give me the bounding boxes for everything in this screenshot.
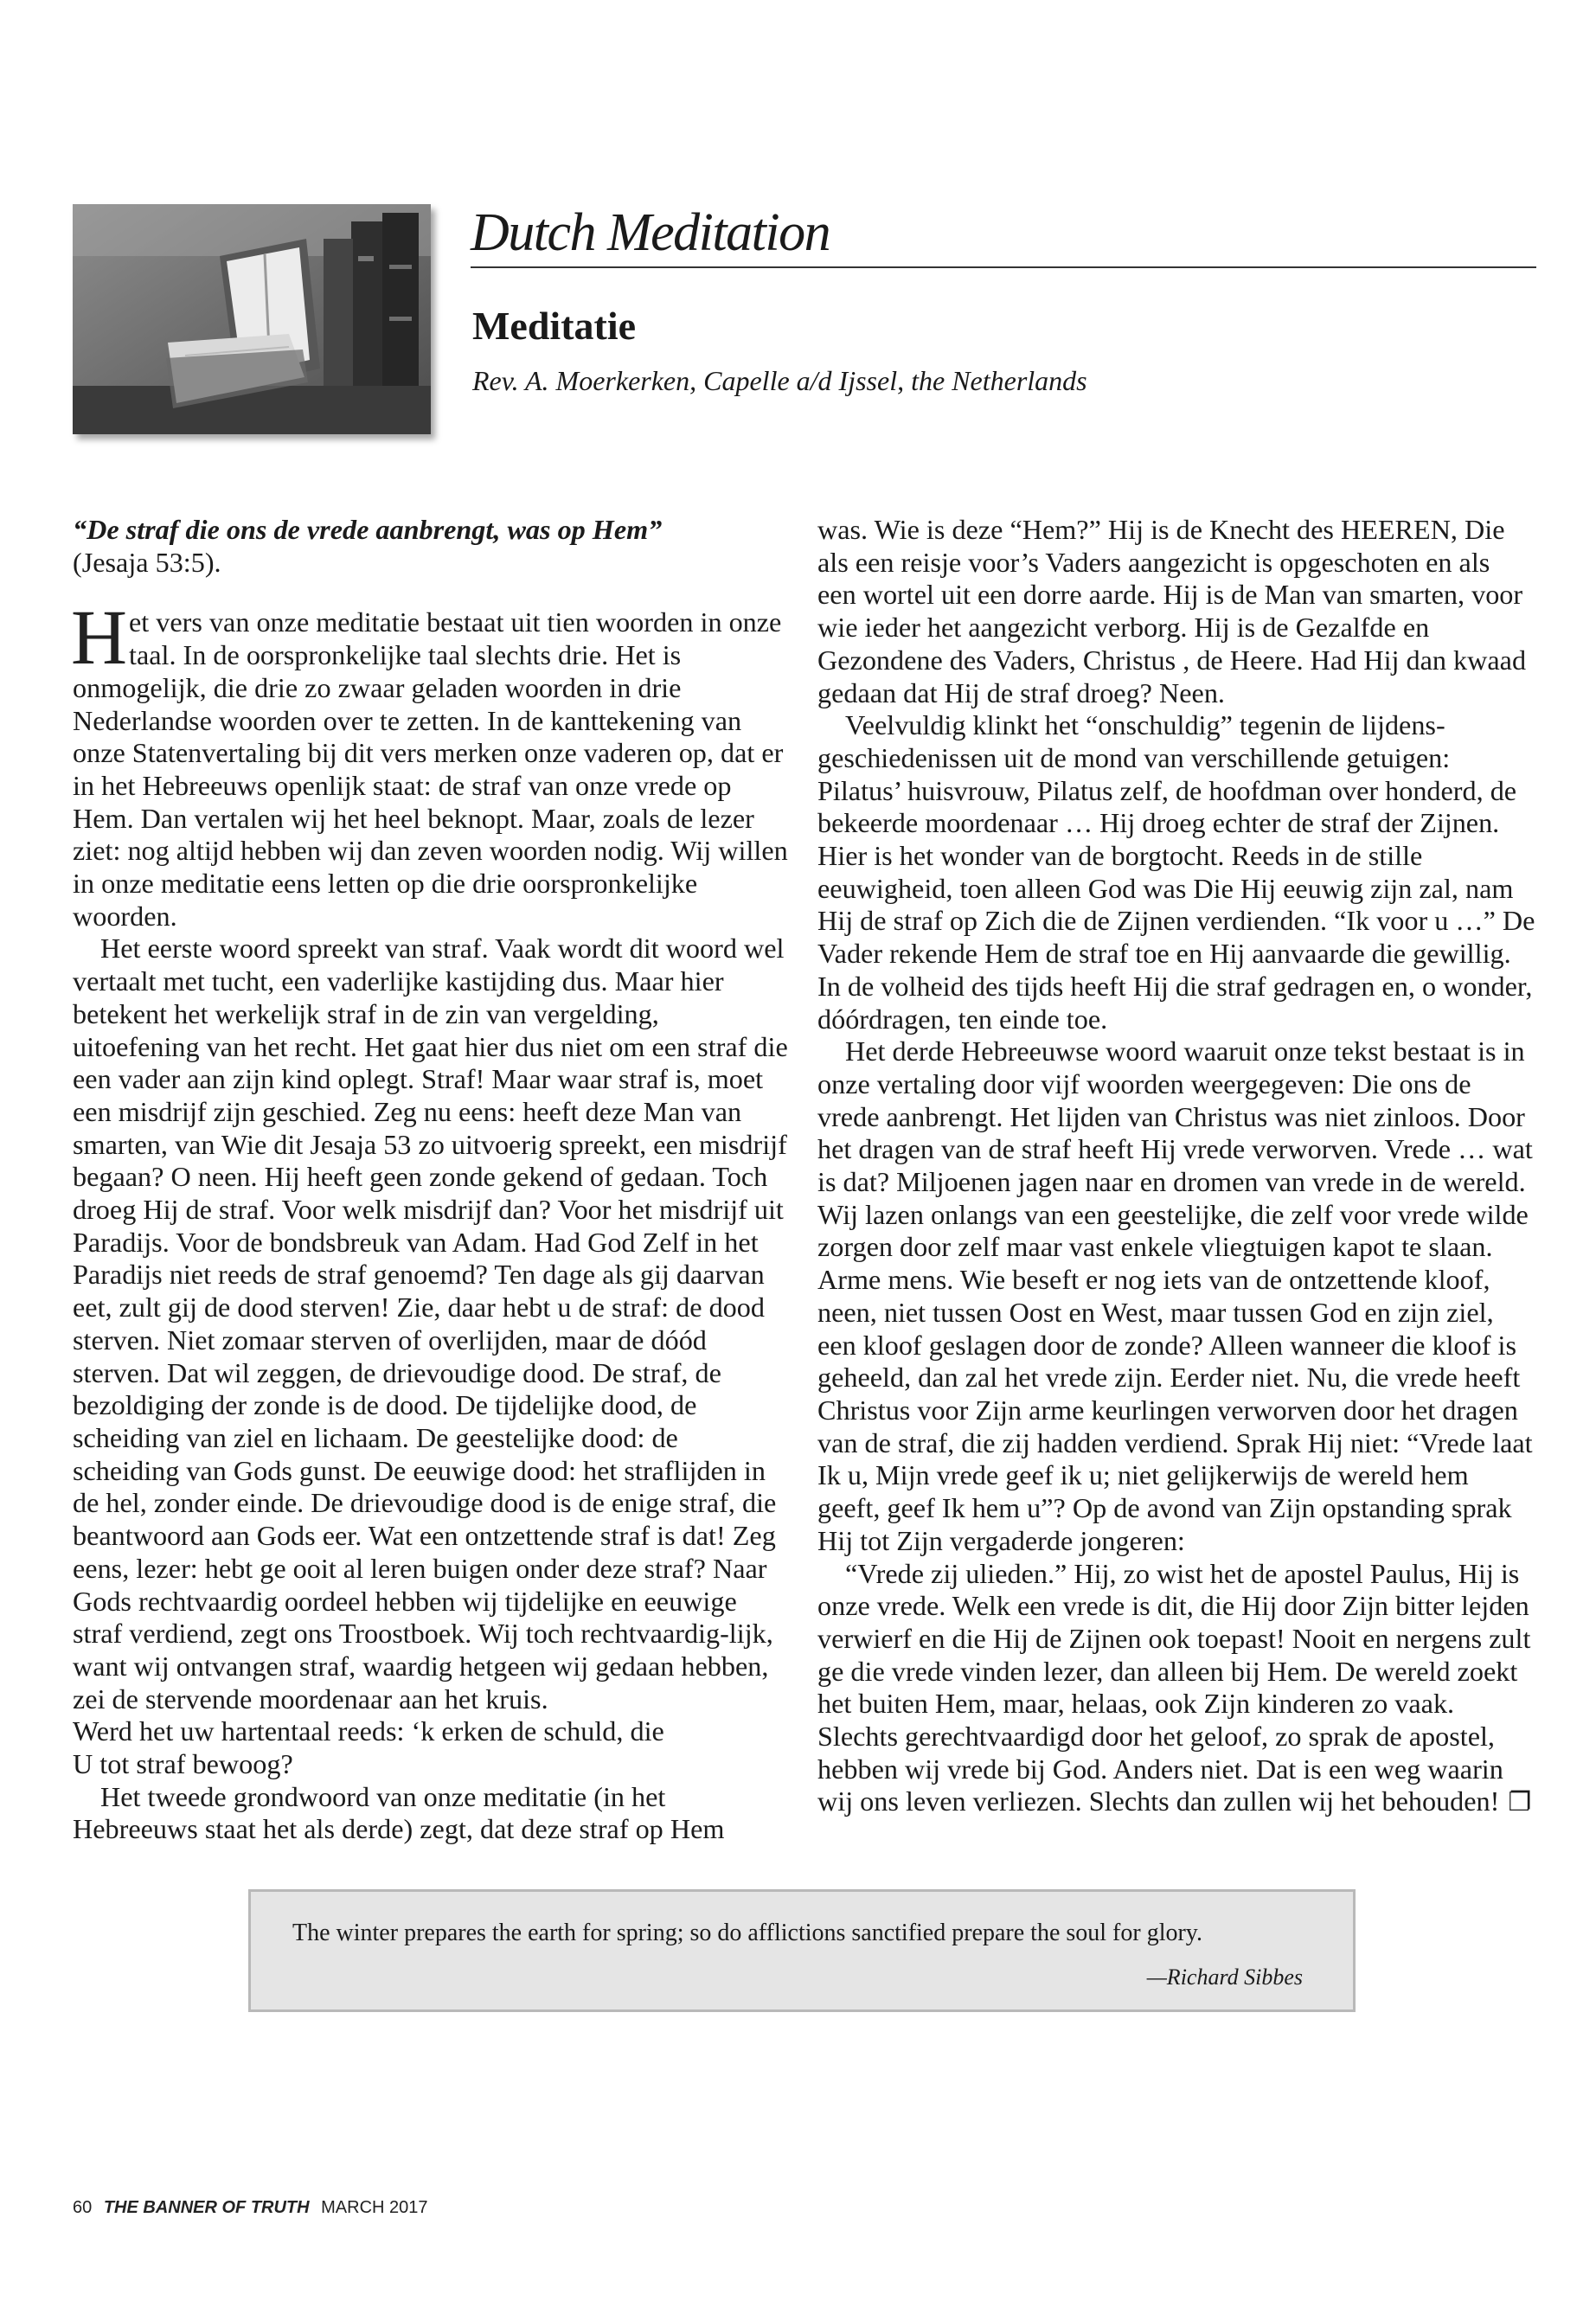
article-title: Meditatie [472, 304, 637, 348]
article-column-left [73, 514, 791, 1846]
end-mark-icon: ❐ [1508, 1788, 1532, 1817]
publication-name: THE BANNER OF TRUTH [103, 2198, 310, 2217]
page-number: 60 [73, 2198, 93, 2217]
paragraph: was. Wie is deze “Hem?” Hij is de Knecht des HEEREN, Die als een reisje voor’s Vaders aangezicht is opgeschoten en als een wortel uit een dorre aarde. Hij is de Man van smarten, voor wie ieder het aangezicht verborg. Hij is de Gezalfde en Gezondene des Vaders, Christus , de Heere. Had Hij dan kwaad gedaan dat Hij de straf droeg? Neen. [817, 514, 1527, 708]
pullquote-box [248, 1889, 1356, 2012]
pullquote-text: The winter prepares the earth for spring; so do afflictions sanctified prepare the soul for glory. [292, 1920, 1202, 1946]
pullquote-attribution: —Richard Sibbes [1146, 1965, 1303, 1990]
opening-quote: “De straf die ons de vrede aanbrengt, was op Hem” (Jesaja 53:5). [73, 514, 663, 578]
article-column-right [817, 514, 1535, 1819]
paragraph: “Vrede zij ulieden.” Hij, zo wist het de apostel Paulus, Hij is onze vrede. Welk een vrede is dit, die Hij door Zijn bitter lejden verwierf en die Hij de Zijnen ook toepast! Nooit en nergens zult ge die vrede vinden lezer, dan alleen bij Hem. De wereld zoekt het buiten Hem, maar, helaas, ook Zijn kinderen zo vaak. Slechts gerechtvaardigd door het geloof, zo sprak de apostel, hebben wij vrede bij God. Anders niet. Dat is een weg waarin wij ons leven verliezen. Slechts dan zullen wij het behouden! ❐ [817, 1557, 1532, 1817]
paragraph: Het tweede grondwoord van onze meditatie (in het Hebreeuws staat het als derde) zegt, dat deze straf op Hem [73, 1780, 725, 1845]
opening-reference: (Jesaja 53:5). [73, 546, 221, 578]
books-photo [73, 204, 431, 434]
poem-line: U tot straf bewoog? [73, 1748, 293, 1780]
paragraph: Het eerste woord spreekt van straf. Vaak wordt dit woord wel vertaalt met tucht, een vaderlijke kastijding dus. Maar hier betekent het werkelijk straf in de zin van vergelding, uitoefening van het recht. Het gaat hier dus niet om een straf die een vader aan zijn kind oplegt. Straf! Maar waar straf is, moet een misdrijf zijn geschied. Zeg nu eens: heeft deze Man van smarten, van Wie dit Jesaja 53 zo uitvoerig spreekt, een misdrijf begaan? O neen. Hij heeft geen zonde gekend of gedaan. Toch droeg Hij de straf. Voor welk misdrijf dan? Voor het misdrijf uit Paradijs. Voor de bondsbreuk van Adam. Had God Zelf in het Paradijs niet reeds de straf genoemd? Ten dage als gij daarvan eet, zult gij de dood sterven! Zie, daar hebt u de straf: de dood sterven. Niet zomaar sterven of overlijden, maar de dóód sterven. Dat wil zeggen, de drievoudige dood. De straf, de bezoldiging der zonde is de dood. De tijdelijke dood, de scheiding van ziel en lichaam. De geestelijke dood: de scheiding van Gods gunst. De eeuwige dood: het straflijden in de hel, zonder einde. De drievoudige dood is de enige straf, die beantwoord aan Gods eer. Wat een ontzettende straf is dat! Zeg eens, lezer: hebt ge ooit al leren buigen onder deze straf? Naar Gods rechtvaardig oordeel hebben wij tijdelijke en eeuwige straf verdiend, zegt ons Troostboek. Wij toch rechtvaardig-lijk, want wij ontvangen straf, waardig hetgeen wij gedaan hebben, zei de stervende moordenaar aan het kruis. [73, 933, 788, 1715]
paragraph: Het vers van onze meditatie bestaat uit tien woorden in onze taal. In de oorspronkelijke taal slechts drie. Het is onmogelijk, die drie zo zwaar geladen woorden in drie Nederlandse woorden over te zetten. In de kanttekening van onze Statenvertaling bij dit vers merken onze vaderen op, dat er in het Hebreeuws openlijk staat: de straf van onze vrede op Hem. Dan vertalen wij het heel beknopt. Maar, zoals de lezer ziet: nog altijd hebben wij dan zeven woorden nodig. Wij willen in onze meditatie eens letten op die drie oorspronkelijke woorden. [71, 595, 788, 932]
page-footer [73, 2198, 428, 2218]
issue-date: MARCH 2017 [321, 2198, 428, 2217]
paragraph: Het derde Hebreeuwse woord waaruit onze tekst bestaat is in onze vertaling door vijf woorden weergegeven: Die ons de vrede aanbrengt. Het lijden van Christus was niet zinloos. Door het dragen van de straf heeft Hij vrede verworven. Vrede … wat is dat? Miljoenen jagen naar en dromen van vrede in de wereld. Wij lazen onlangs van een geestelijke, die zelf voor vrede wilde zorgen door zelf maar vast enkele vliegtuigen kapot te slaan. Arme mens. Wie beseft er nog iets van de ontzettende kloof, neen, niet tussen Oost en West, maar tussen God en zijn ziel, een kloof geslagen door de zonde? Alleen wanneer die kloof is geheeld, dan zal het vrede zijn. Eerder niet. Nu, die vrede heeft Christus voor Zijn arme keurlingen verworven door het dragen van de straf, die zij hadden verdiend. Sprak Hij niet: “Vrede laat Ik u, Mijn vrede geef ik u; niet gelijkerwijs de wereld hem geeft, geef Ik hem u”? Op de avond van Zijn opstanding sprak Hij tot Zijn vergaderde jongeren: [817, 1035, 1533, 1556]
drop-cap: H [71, 595, 127, 682]
poem-line: Werd het uw hartentaal reeds: ‘k erken de schuld, die [73, 1715, 664, 1747]
byline: Rev. A. Moerkerken, Capelle a/d Ijssel, the Netherlands [472, 365, 1087, 396]
paragraph: Veelvuldig klinkt het “onschuldig” tegenin de lijdens-geschiedenissen uit de mond van verschillende getuigen: Pilatus’ huisvrouw, Pilatus zelf, de hoofdman over honderd, de bekeerde moordenaar … Hij droeg echter de straf der Zijnen. Hier is het wonder van de borgtocht. Reeds in de stille eeuwigheid, toen alleen God was Die Hij eeuwig zijn zal, nam Hij de straf op Zich die de Zijnen verdienden. “Ik voor u …” De Vader rekende Hem de straf toe en Hij aanvaarde die gewillig. In de volheid des tijds heeft Hij die straf gedragen en, o wonder, dóórdragen, ten einde toe. [817, 709, 1535, 1035]
section-title: Dutch Meditation [471, 206, 1536, 268]
